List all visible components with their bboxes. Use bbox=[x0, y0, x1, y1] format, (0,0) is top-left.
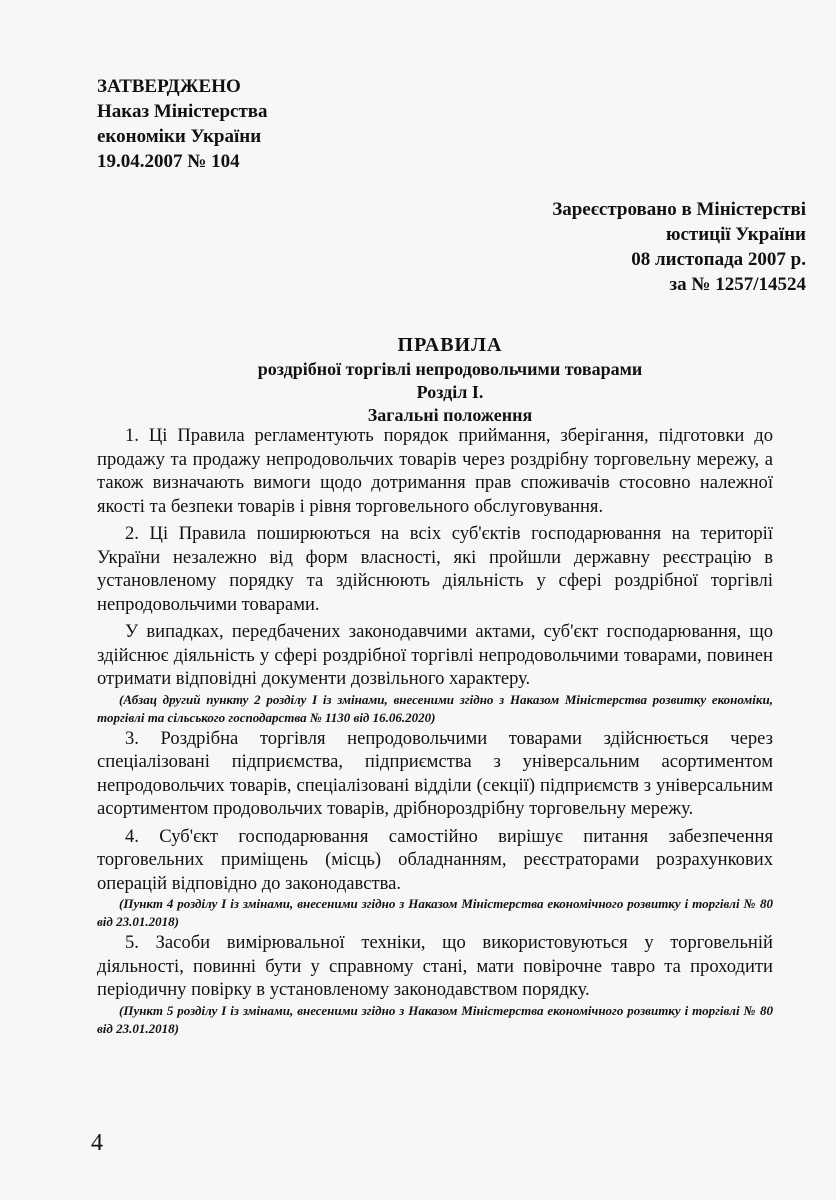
approval-line: 19.04.2007 № 104 bbox=[97, 151, 240, 172]
document-title: ПРАВИЛА bbox=[397, 334, 503, 356]
approval-line: ЗАТВЕРДЖЕНО bbox=[97, 76, 241, 97]
section-title: Розділ І. bbox=[416, 382, 484, 402]
section-heading: Загальні положення bbox=[367, 405, 533, 425]
paragraph-4: 4. Суб'єкт господарювання самостійно вирішує питання забезпечення торговельних приміщень (місць) обладнанням, реєстраторами розрахункових операцій відповідно до законодавства. bbox=[97, 825, 773, 894]
registration-line: за № 1257/14524 bbox=[669, 274, 806, 295]
page-number: 4 bbox=[91, 1130, 103, 1156]
registration-line: юстиції України bbox=[665, 224, 806, 245]
paragraph-3: 3. Роздрібна торгівля непродовольчими товарами здійснюється через спеціалізовані підприємства, підприємства з універсальним асортиментом непродовольчих товарів, спеціалізовані відділи (секції) підприємств з універсальним асортиментом продовольчих товарів, дрібнороздрібну торговельну мережу. bbox=[97, 727, 773, 819]
approval-block bbox=[97, 74, 268, 174]
paragraph-1: 1. Ці Правила регламентують порядок приймання, зберігання, підготовки до продажу та продажу непродовольчих товарів через роздрібну торговельну мережу, а також визначають вимоги щодо дотримання прав споживачів стосовно належної якості та безпеки товарів і рівня торговельного обслуговування. bbox=[97, 425, 773, 517]
document-subtitle: роздрібної торгівлі непродовольчими товарами bbox=[257, 359, 643, 379]
paragraph-5: 5. Засоби вимірювальної техніки, що використовуються у торговельній діяльності, повинні бути у справному стані, мати повірочне тавро та проходити періодичну повірку в установленому законодавством порядку. bbox=[97, 932, 773, 1000]
registration-block bbox=[552, 197, 806, 297]
amendment-note: (Абзац другий пункту 2 розділу I із змінами, внесеними згідно з Наказом Міністерства розвитку економіки, торгівлі та сільського господарства № 1130 від 16.06.2020) bbox=[97, 691, 773, 725]
registration-line: 08 листопада 2007 р. bbox=[631, 249, 806, 270]
document-body bbox=[97, 424, 773, 1038]
paragraph-2-second: У випадках, передбачених законодавчими актами, суб'єкт господарювання, що здійснює діяльність у сфері роздрібної торгівлі непродовольчими товарами, повинен отримати відповідні документи дозвільного характеру. bbox=[97, 621, 773, 689]
approval-line: Наказ Міністерства bbox=[97, 101, 268, 122]
registration-line: Зареєстровано в Міністерстві bbox=[552, 199, 806, 220]
document-headings bbox=[60, 332, 836, 427]
amendment-note: (Пункт 5 розділу I із змінами, внесеними згідно з Наказом Міністерства економічного розвитку і торгівлі № 80 від 23.01.2018) bbox=[97, 1002, 773, 1036]
paragraph-2: 2. Ці Правила поширюються на всіх суб'єктів господарювання на території України незалежно від форм власності, які пройшли державну реєстрацію в установленому порядку та здійснюють діяльність у сфері роздрібної торгівлі непродовольчими товарами. bbox=[97, 523, 773, 615]
amendment-note: (Пункт 4 розділу I із змінами, внесеними згідно з Наказом Міністерства економічного розвитку і торгівлі № 80 від 23.01.2018) bbox=[97, 896, 773, 929]
approval-line: економіки України bbox=[97, 126, 262, 147]
